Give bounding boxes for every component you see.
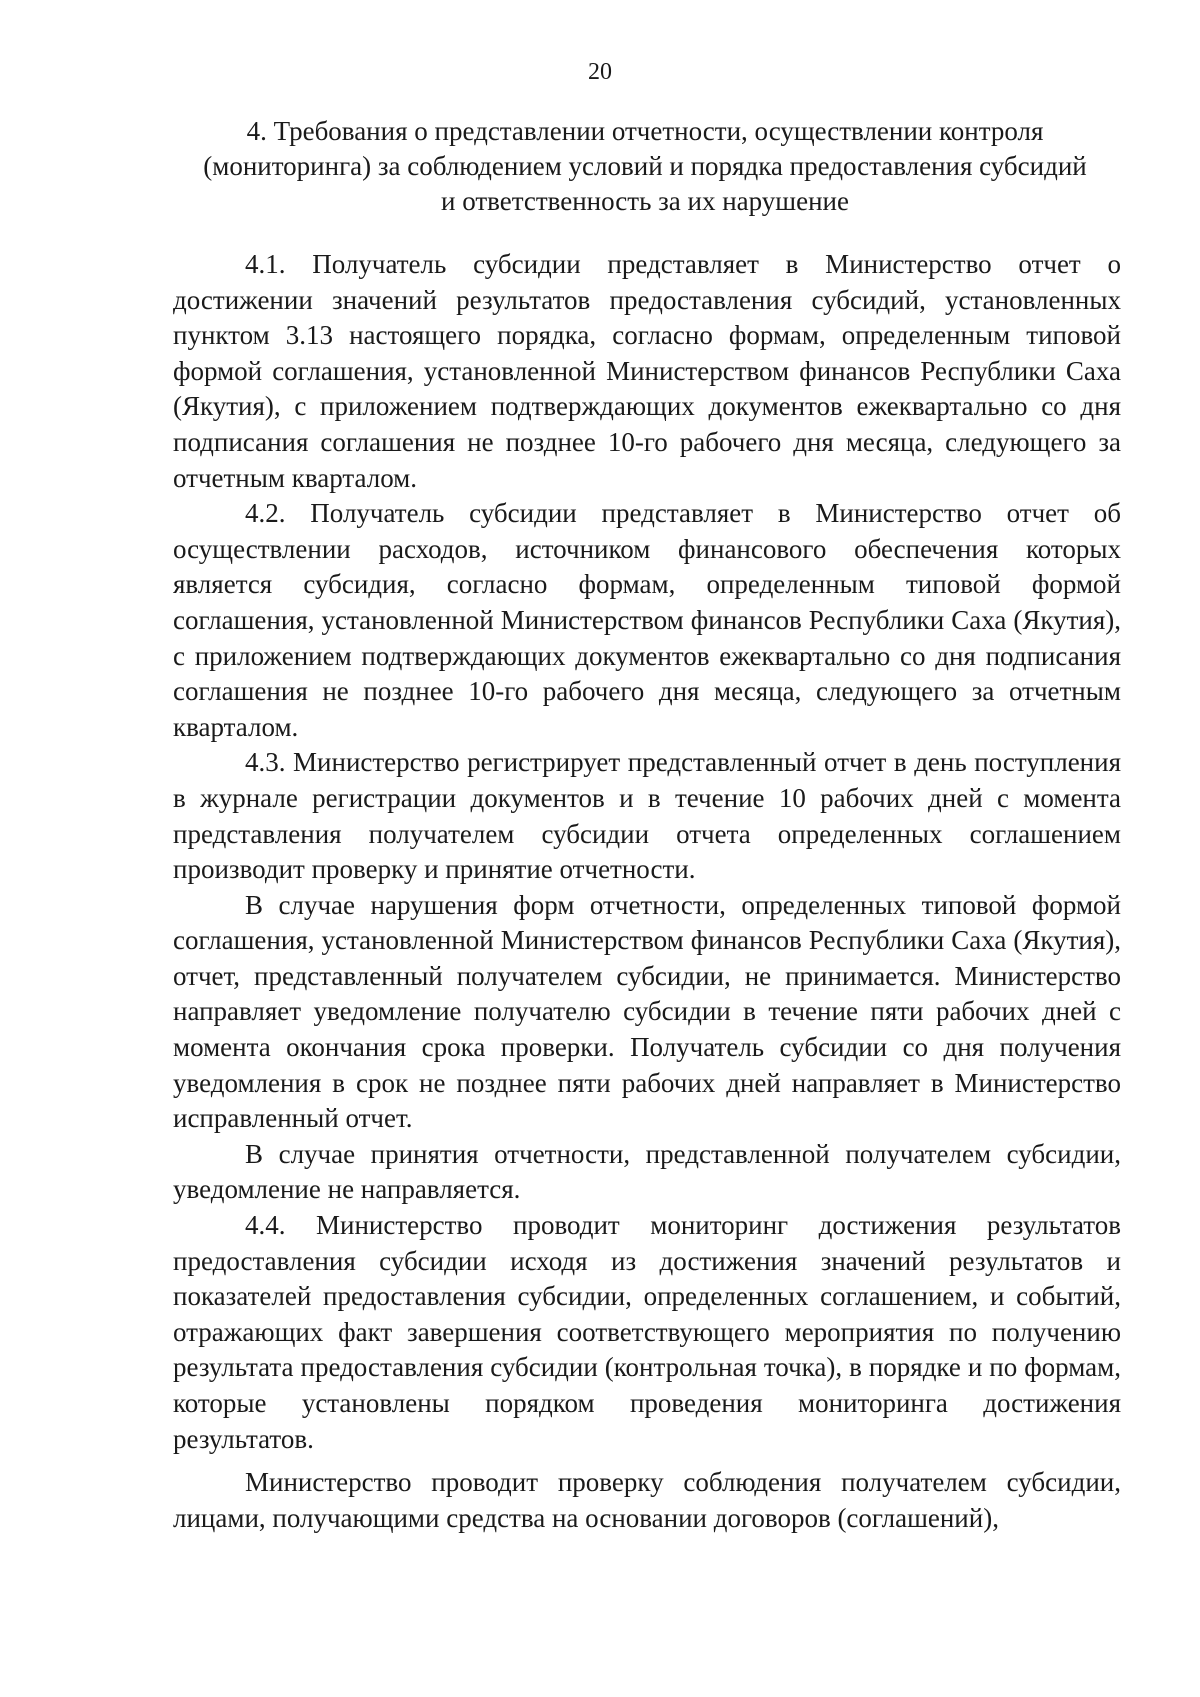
paragraph-4-2: 4.2. Получатель субсидии представляет в Министерство отчет об осуществлении расходов, источником финансового обеспечения которых является субсидия, согласно формам, определенным типовой формой соглашения, установленной Министерством финансов Республики Саха (Якутия), с приложением подтверждающих документов ежеквартально со дня подписания соглашения не позднее 10-го рабочего дня месяца, следующего за отчетным кварталом.: [173, 498, 1121, 742]
document-body: [173, 247, 1121, 1536]
paragraph-4-4-inspection: Министерство проводит проверку соблюдения получателем субсидии, лицами, получающими средства на основании договоров (соглашений),: [173, 1467, 1121, 1533]
page-number: 20: [588, 59, 612, 85]
paragraph-4-3: 4.3. Министерство регистрирует представленный отчет в день поступления в журнале регистрации документов и в течение 10 рабочих дней с момента представления получателем субсидии отчета определенных соглашением производит проверку и принятие отчетности.: [173, 747, 1121, 885]
section-title-line: и ответственность за их нарушение: [441, 186, 849, 216]
paragraph-4-4: 4.4. Министерство проводит мониторинг достижения результатов предоставления субсидии исходя из достижения значений результатов и показателей предоставления субсидии, определенных соглашением, и событий, отражающих факт завершения соответствующего мероприятия по получению результата предоставления субсидии (контрольная точка), в порядке и по формам, которые установлены порядком проведения мониторинга достижения результатов.: [173, 1210, 1121, 1454]
paragraph-4-3-acceptance: В случае принятия отчетности, представленной получателем субсидии, уведомление не направляется.: [173, 1138, 1121, 1205]
section-title-line: (мониторинга) за соблюдением условий и порядка предоставления субсидий: [203, 151, 1087, 181]
paragraph-4-3-violation: В случае нарушения форм отчетности, определенных типовой формой соглашения, установленной Министерством финансов Республики Саха (Якутия), отчет, представленный получателем субсидии, не принимается. Министерство направляет уведомление получателю субсидии в течение пяти рабочих дней с момента окончания срока проверки. Получатель субсидии со дня получения уведомления в срок не позднее пяти рабочих дней направляет в Министерство исправленный отчет.: [173, 889, 1121, 1134]
section-title-line: 4. Требования о представлении отчетности, осуществлении контроля: [246, 116, 1044, 146]
paragraph-4-1: 4.1. Получатель субсидии представляет в Министерство отчет о достижении значений результатов предоставления субсидий, установленных пунктом 3.13 настоящего порядка, согласно формам, определенным типовой формой соглашения, установленной Министерством финансов Республики Саха (Якутия), с приложением подтверждающих документов ежеквартально со дня подписания соглашения не позднее 10-го рабочего дня месяца, следующего за отчетным кварталом.: [173, 249, 1121, 493]
section-title: [160, 114, 1130, 219]
